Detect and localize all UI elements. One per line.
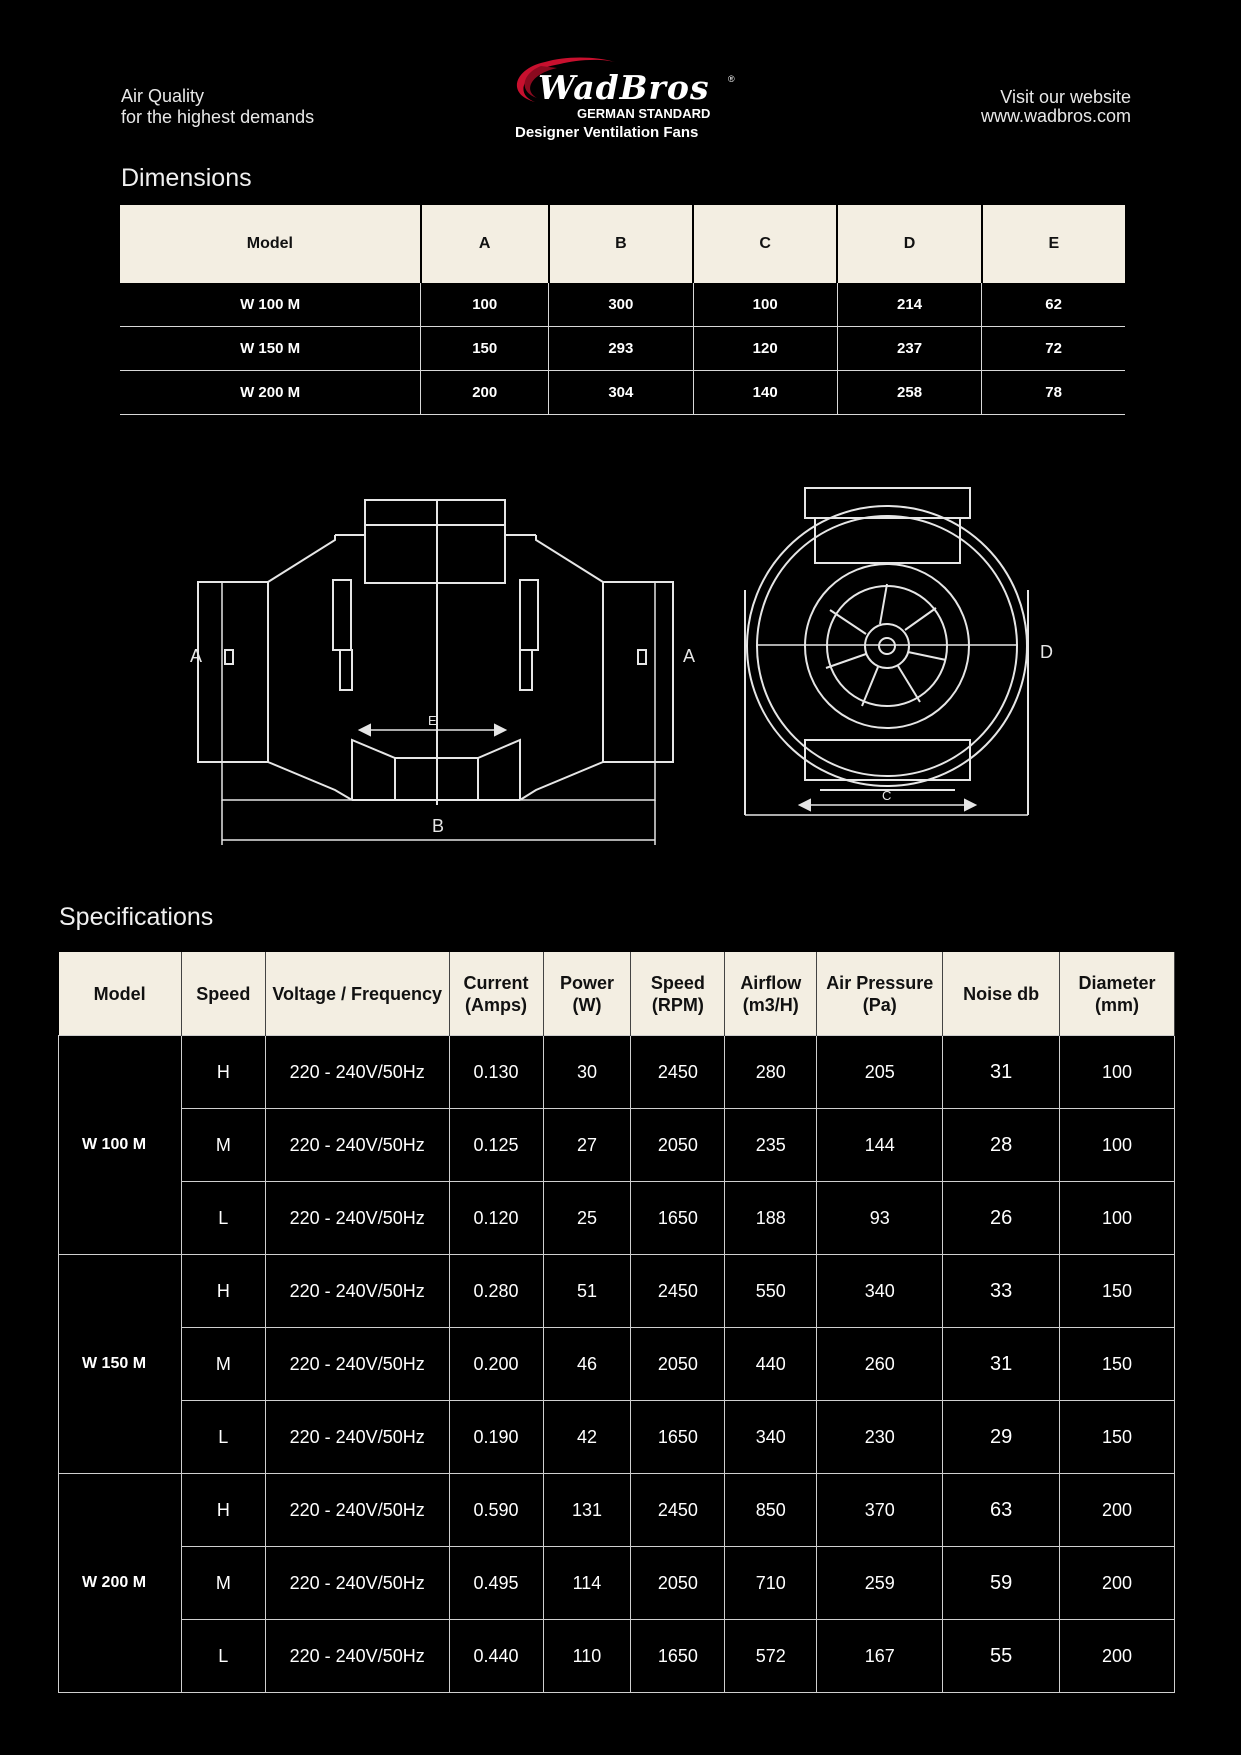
table-row — [59, 1255, 1175, 1328]
specifications-cell: 200 — [1060, 1547, 1175, 1620]
specifications-table — [58, 952, 1175, 1693]
specifications-col-4: Power (W) — [543, 952, 631, 1036]
specifications-cell: 150 — [1060, 1328, 1175, 1401]
specifications-cell: 29 — [943, 1401, 1060, 1474]
specifications-cell: 0.200 — [449, 1328, 543, 1401]
specifications-cell: 200 — [1060, 1620, 1175, 1693]
specifications-cell: 220 - 240V/50Hz — [265, 1474, 449, 1547]
specifications-cell: 370 — [817, 1474, 943, 1547]
model-name-cell: W 150 M — [59, 1255, 182, 1474]
specifications-cell: 46 — [543, 1328, 631, 1401]
label-a-left: A — [190, 646, 203, 666]
specifications-cell: 340 — [725, 1401, 817, 1474]
specifications-cell: 572 — [725, 1620, 817, 1693]
dimensions-title: Dimensions — [121, 164, 252, 192]
specifications-cell: M — [181, 1547, 265, 1620]
specifications-cell: 33 — [943, 1255, 1060, 1328]
specifications-cell: 200 — [1060, 1474, 1175, 1547]
dimensions-cell: 304 — [549, 371, 693, 415]
dimensions-col-3: C — [693, 205, 837, 283]
dimensions-cell: 78 — [982, 371, 1125, 415]
table-row — [59, 1109, 1175, 1182]
dimensions-cell: 150 — [421, 327, 549, 371]
dimensions-cell: 120 — [693, 327, 837, 371]
specifications-cell: 31 — [943, 1036, 1060, 1109]
specifications-col-1: Speed — [181, 952, 265, 1036]
dimensions-cell: 62 — [982, 283, 1125, 327]
specifications-cell: 0.120 — [449, 1182, 543, 1255]
specifications-cell: 100 — [1060, 1182, 1175, 1255]
table-row — [59, 1036, 1175, 1109]
specifications-cell: 0.280 — [449, 1255, 543, 1328]
dimensions-cell: W 150 M — [120, 327, 421, 371]
label-a-right: A — [683, 646, 696, 666]
specifications-cell: 25 — [543, 1182, 631, 1255]
specifications-col-8: Noise db — [943, 952, 1060, 1036]
header-left-line2: for the highest demands — [121, 107, 315, 127]
specifications-col-2: Voltage / Frequency — [265, 952, 449, 1036]
specifications-cell: L — [181, 1620, 265, 1693]
specifications-cell: 150 — [1060, 1255, 1175, 1328]
dimensions-cell: 72 — [982, 327, 1125, 371]
dimensions-col-2: B — [549, 205, 693, 283]
specifications-cell: 51 — [543, 1255, 631, 1328]
label-b: B — [432, 816, 445, 836]
label-d: D — [1040, 642, 1053, 662]
specifications-cell: 110 — [543, 1620, 631, 1693]
specifications-cell: 93 — [817, 1182, 943, 1255]
specifications-cell: 100 — [1060, 1109, 1175, 1182]
specifications-cell: 220 - 240V/50Hz — [265, 1401, 449, 1474]
dimensions-cell: 100 — [693, 283, 837, 327]
specifications-cell: 220 - 240V/50Hz — [265, 1036, 449, 1109]
dimensions-cell: 293 — [549, 327, 693, 371]
side-view-drawing — [198, 500, 673, 845]
header-tagline-left — [121, 86, 314, 128]
dimensions-cell: 300 — [549, 283, 693, 327]
specifications-cell: M — [181, 1328, 265, 1401]
specifications-cell: 0.440 — [449, 1620, 543, 1693]
dimensions-cell: 100 — [421, 283, 549, 327]
specifications-col-3: Current (Amps) — [449, 952, 543, 1036]
specifications-cell: 144 — [817, 1109, 943, 1182]
table-row — [59, 1401, 1175, 1474]
specifications-col-7: Air Pressure (Pa) — [817, 952, 943, 1036]
specifications-cell: 2450 — [631, 1474, 725, 1547]
dimensions-cell: W 100 M — [120, 283, 421, 327]
specifications-cell: 28 — [943, 1109, 1060, 1182]
dimensions-cell: W 200 M — [120, 371, 421, 415]
specifications-cell: 2050 — [631, 1109, 725, 1182]
dimensions-table — [120, 205, 1125, 415]
table-row — [59, 1182, 1175, 1255]
specifications-cell: 100 — [1060, 1036, 1175, 1109]
dimensions-col-4: D — [837, 205, 981, 283]
header-left-line1: Air Quality — [121, 86, 205, 106]
specifications-cell: 259 — [817, 1547, 943, 1620]
specifications-cell: L — [181, 1182, 265, 1255]
specifications-cell: 220 - 240V/50Hz — [265, 1109, 449, 1182]
front-view-drawing — [745, 488, 1028, 815]
specifications-col-9: Diameter (mm) — [1060, 952, 1175, 1036]
specifications-col-5: Speed (RPM) — [631, 952, 725, 1036]
specifications-cell: H — [181, 1255, 265, 1328]
specifications-cell: 1650 — [631, 1182, 725, 1255]
specifications-cell: 220 - 240V/50Hz — [265, 1255, 449, 1328]
specifications-cell: 63 — [943, 1474, 1060, 1547]
table-row — [120, 371, 1125, 415]
table-row — [59, 1474, 1175, 1547]
specifications-cell: H — [181, 1474, 265, 1547]
specifications-cell: 220 - 240V/50Hz — [265, 1182, 449, 1255]
specifications-cell: 1650 — [631, 1620, 725, 1693]
specifications-cell: 27 — [543, 1109, 631, 1182]
specifications-cell: 114 — [543, 1547, 631, 1620]
brand-logo — [505, 54, 735, 146]
dimensions-col-1: A — [421, 205, 549, 283]
dimensions-header-row — [120, 205, 1125, 283]
specifications-cell: 0.130 — [449, 1036, 543, 1109]
specifications-header-row — [59, 952, 1175, 1036]
dimensions-col-0: Model — [120, 205, 421, 283]
specifications-cell: 230 — [817, 1401, 943, 1474]
specifications-cell: 550 — [725, 1255, 817, 1328]
dimensions-cell: 258 — [837, 371, 981, 415]
specifications-cell: M — [181, 1109, 265, 1182]
specifications-col-0: Model — [59, 952, 182, 1036]
specifications-cell: 1650 — [631, 1401, 725, 1474]
specifications-cell: 55 — [943, 1620, 1060, 1693]
specifications-cell: 280 — [725, 1036, 817, 1109]
specifications-cell: 2450 — [631, 1255, 725, 1328]
specifications-cell: 220 - 240V/50Hz — [265, 1547, 449, 1620]
specifications-cell: 0.190 — [449, 1401, 543, 1474]
specifications-cell: 220 - 240V/50Hz — [265, 1328, 449, 1401]
specifications-cell: H — [181, 1036, 265, 1109]
table-row — [59, 1328, 1175, 1401]
table-row — [120, 283, 1125, 327]
dimensions-cell: 214 — [837, 283, 981, 327]
specifications-cell: 131 — [543, 1474, 631, 1547]
specifications-cell: 31 — [943, 1328, 1060, 1401]
table-row — [59, 1620, 1175, 1693]
specifications-cell: 0.590 — [449, 1474, 543, 1547]
specifications-cell: 0.125 — [449, 1109, 543, 1182]
specifications-cell: 42 — [543, 1401, 631, 1474]
specifications-cell: 220 - 240V/50Hz — [265, 1620, 449, 1693]
specifications-cell: 0.495 — [449, 1547, 543, 1620]
specifications-cell: L — [181, 1401, 265, 1474]
dimensions-cell: 237 — [837, 327, 981, 371]
brand-tagline: Designer Ventilation Fans — [515, 124, 699, 141]
model-name-cell: W 200 M — [59, 1474, 182, 1693]
model-name-cell: W 100 M — [59, 1036, 182, 1255]
specifications-cell: 30 — [543, 1036, 631, 1109]
brand-name: WadBros — [538, 68, 710, 107]
specifications-cell: 188 — [725, 1182, 817, 1255]
specifications-cell: 850 — [725, 1474, 817, 1547]
table-row — [59, 1547, 1175, 1620]
header-website — [981, 88, 1131, 126]
specifications-cell: 710 — [725, 1547, 817, 1620]
specifications-cell: 205 — [817, 1036, 943, 1109]
website-link[interactable]: www.wadbros.com — [980, 106, 1131, 126]
specifications-col-6: Airflow (m3/H) — [725, 952, 817, 1036]
specifications-title: Specifications — [59, 903, 214, 931]
brand-standard: GERMAN STANDARD — [577, 106, 711, 121]
dimensions-cell: 200 — [421, 371, 549, 415]
label-e: E — [428, 713, 437, 728]
specifications-cell: 2450 — [631, 1036, 725, 1109]
dimensions-col-5: E — [982, 205, 1125, 283]
table-row — [120, 327, 1125, 371]
specifications-cell: 59 — [943, 1547, 1060, 1620]
specifications-cell: 2050 — [631, 1547, 725, 1620]
registered-icon: ® — [728, 74, 735, 84]
dimensions-cell: 140 — [693, 371, 837, 415]
specifications-cell: 167 — [817, 1620, 943, 1693]
label-c: C — [882, 788, 892, 803]
specifications-cell: 235 — [725, 1109, 817, 1182]
header-right-line1: Visit our website — [1000, 87, 1131, 107]
specifications-cell: 26 — [943, 1182, 1060, 1255]
specifications-cell: 150 — [1060, 1401, 1175, 1474]
specifications-cell: 260 — [817, 1328, 943, 1401]
specifications-cell: 340 — [817, 1255, 943, 1328]
specifications-cell: 2050 — [631, 1328, 725, 1401]
specifications-cell: 440 — [725, 1328, 817, 1401]
